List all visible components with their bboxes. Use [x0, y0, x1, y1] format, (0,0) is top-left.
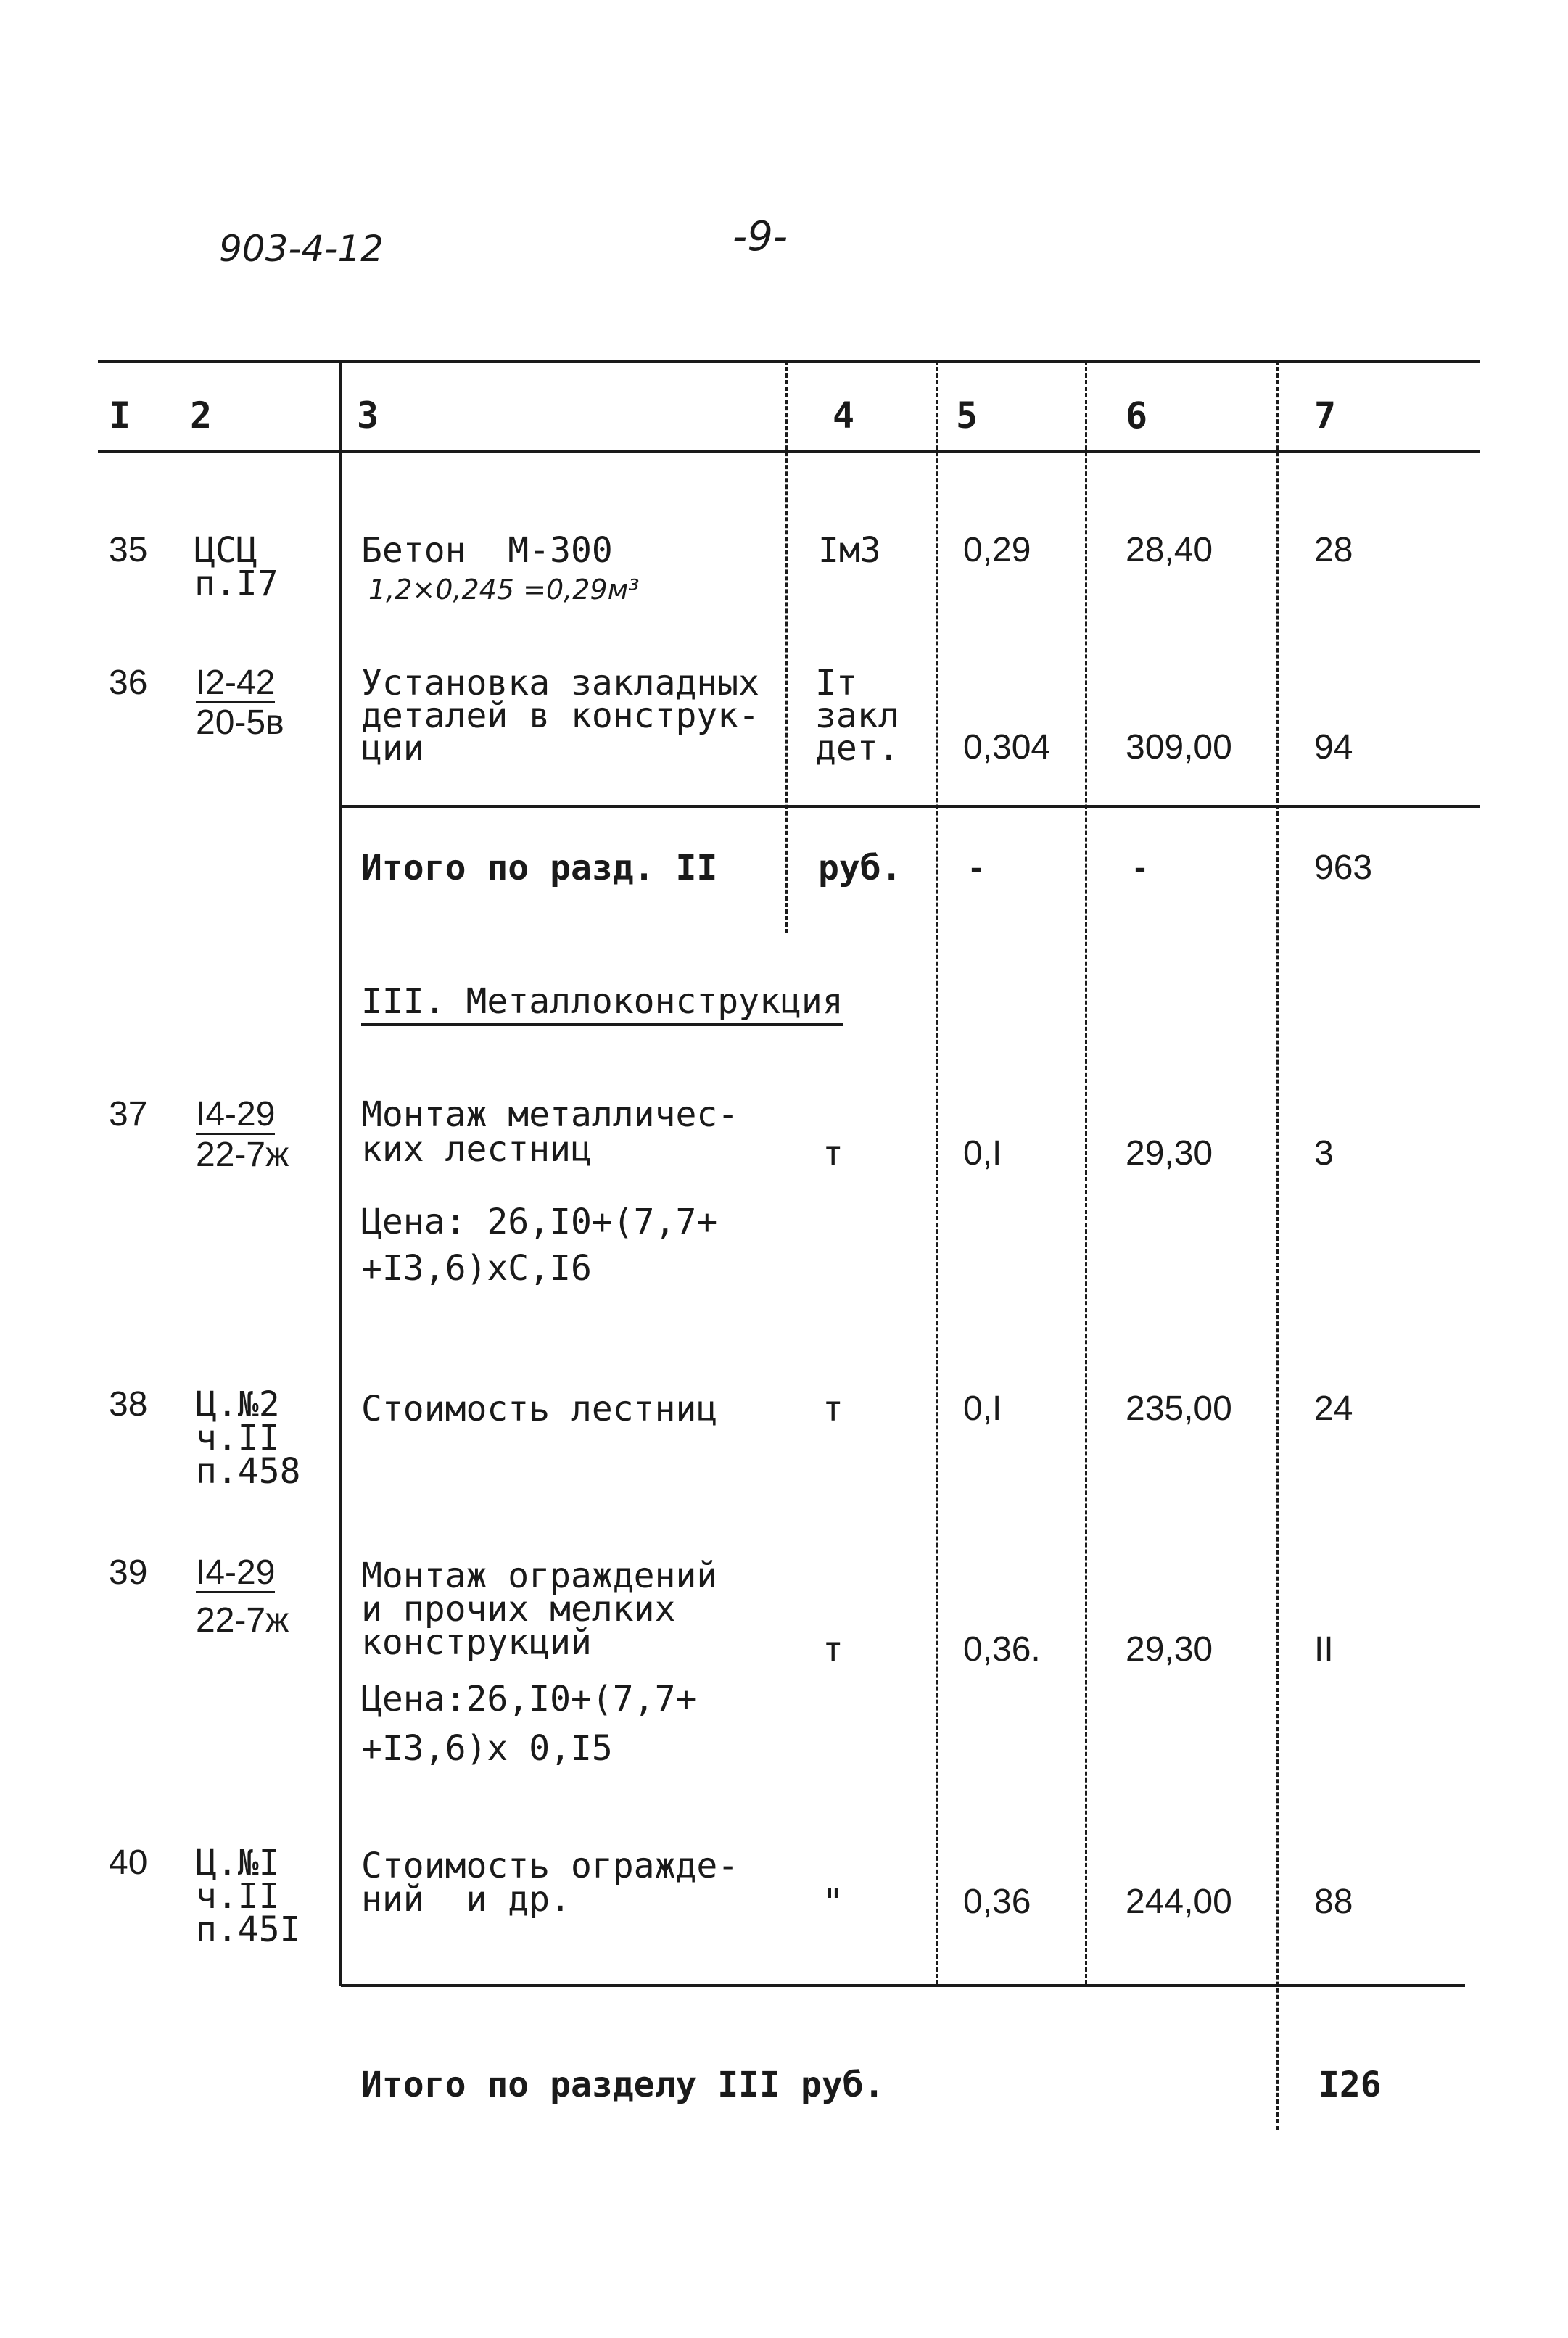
subtotal-quantity: -: [970, 848, 982, 887]
row-description: Установка закладных: [361, 663, 760, 703]
row-reference: ЦСЦ: [194, 530, 257, 571]
column-header-4: 4: [833, 395, 855, 437]
row36-bottom-rule: [341, 805, 1480, 808]
row-unit: Iт: [815, 663, 857, 703]
row-reference: 22-7ж: [196, 1136, 289, 1174]
row-quantity: 0,36.: [963, 1630, 1041, 1669]
row-unit: т: [822, 1629, 843, 1670]
col-divider-5-6: [1085, 360, 1087, 1985]
row-unit: Iм3: [818, 530, 881, 571]
row-total: 3: [1314, 1134, 1334, 1173]
row-description: конструкций: [361, 1622, 592, 1663]
page-number: -9-: [733, 213, 788, 260]
subtotal-label: Итого по разд. II: [361, 848, 718, 888]
row-description: и прочих мелких: [361, 1589, 676, 1629]
subtotal-total: 963: [1314, 848, 1373, 887]
subtotal-unit-price: -: [1134, 848, 1146, 887]
column-header-2: 2: [190, 395, 212, 437]
row-description: деталей в конструк-: [361, 695, 760, 736]
row-calculation-note: 1,2×0,245 =0,29м³: [368, 574, 640, 606]
column-header-7: 7: [1314, 395, 1337, 437]
row-reference: ч.II: [196, 1876, 280, 1917]
row-unit: ": [822, 1882, 843, 1922]
col-divider-6-7: [1276, 360, 1279, 2130]
row-unit: закл: [815, 695, 899, 736]
col-divider-2-3: [339, 360, 342, 1986]
row-number: 39: [109, 1553, 148, 1592]
header-bottom-rule: [98, 450, 1480, 453]
row-unit-price: 28,40: [1126, 531, 1213, 569]
row-number: 37: [109, 1095, 148, 1133]
row-number: 40: [109, 1843, 148, 1882]
row-quantity: 0,I: [963, 1389, 1002, 1428]
row-reference: I4-29: [196, 1553, 276, 1592]
section-total-unit: руб.: [801, 2065, 885, 2105]
row-quantity: 0,36: [963, 1883, 1031, 1921]
row-reference: Ц.№I: [196, 1843, 280, 1883]
row-description: Бетон М-300: [361, 530, 613, 571]
row-unit-price: 29,30: [1126, 1630, 1213, 1669]
row-reference: 22-7ж: [196, 1601, 289, 1640]
row-number: 36: [109, 664, 148, 702]
row-reference: Ц.№2: [196, 1384, 280, 1425]
row-unit-price: 309,00: [1126, 728, 1232, 767]
row-unit-price: 29,30: [1126, 1134, 1213, 1173]
row-price-formula: +I3,6)x 0,I5: [361, 1728, 613, 1769]
row-reference: I4-29: [196, 1095, 276, 1133]
column-header-3: 3: [357, 395, 379, 437]
row-unit-price: 244,00: [1126, 1883, 1232, 1921]
row-total: 94: [1314, 728, 1353, 767]
section-total-value: I26: [1319, 2065, 1382, 2105]
row-description: Стоимость огражде-: [361, 1846, 739, 1886]
row-number: 35: [109, 531, 148, 569]
row-total: II: [1314, 1630, 1334, 1669]
col-divider-3-4: [785, 360, 788, 933]
column-header-1: I: [109, 395, 131, 437]
column-header-6: 6: [1126, 395, 1148, 437]
section-heading: [361, 983, 843, 1020]
row-unit-price: 235,00: [1126, 1389, 1232, 1428]
row-reference: I2-42: [196, 664, 276, 702]
row-price-formula: Цена: 26,I0+(7,7+: [361, 1202, 718, 1242]
row-unit: дет.: [815, 728, 899, 769]
row-description: Монтаж ограждений: [361, 1556, 718, 1596]
row-price-formula: +I3,6)xC,I6: [361, 1248, 592, 1289]
row-quantity: 0,304: [963, 728, 1051, 767]
row-unit: т: [822, 1133, 843, 1174]
table-bottom-rule: [341, 1984, 1465, 1987]
section-heading-text: III. Металлоконструкция: [361, 981, 843, 1026]
row-description: Монтаж металличес-: [361, 1094, 739, 1135]
row-number: 38: [109, 1385, 148, 1424]
row-reference: п.I7: [194, 563, 278, 604]
row-reference: 20-5в: [196, 703, 284, 742]
col-divider-4-5: [936, 360, 938, 1985]
row-total: 24: [1314, 1389, 1353, 1428]
column-header-5: 5: [956, 395, 978, 437]
section-total-label: Итого по разделу III: [361, 2065, 780, 2105]
table-top-rule: [98, 360, 1480, 363]
row-quantity: 0,29: [963, 531, 1031, 569]
row-unit: т: [822, 1389, 843, 1429]
row-description: ких лестниц: [361, 1129, 592, 1170]
row-price-formula: Цена:26,I0+(7,7+: [361, 1679, 697, 1719]
row-description: Стоимость лестниц: [361, 1389, 718, 1429]
row-description: ции: [361, 728, 424, 769]
row-quantity: 0,I: [963, 1134, 1002, 1173]
row-reference: п.458: [196, 1451, 301, 1492]
subtotal-unit: руб.: [818, 848, 902, 888]
document-code: 903-4-12: [219, 228, 384, 270]
row-description: ний и др.: [361, 1879, 571, 1920]
row-reference: п.45I: [196, 1909, 301, 1950]
row-reference: ч.II: [196, 1418, 280, 1458]
row-total: 28: [1314, 531, 1353, 569]
row-total: 88: [1314, 1883, 1353, 1921]
